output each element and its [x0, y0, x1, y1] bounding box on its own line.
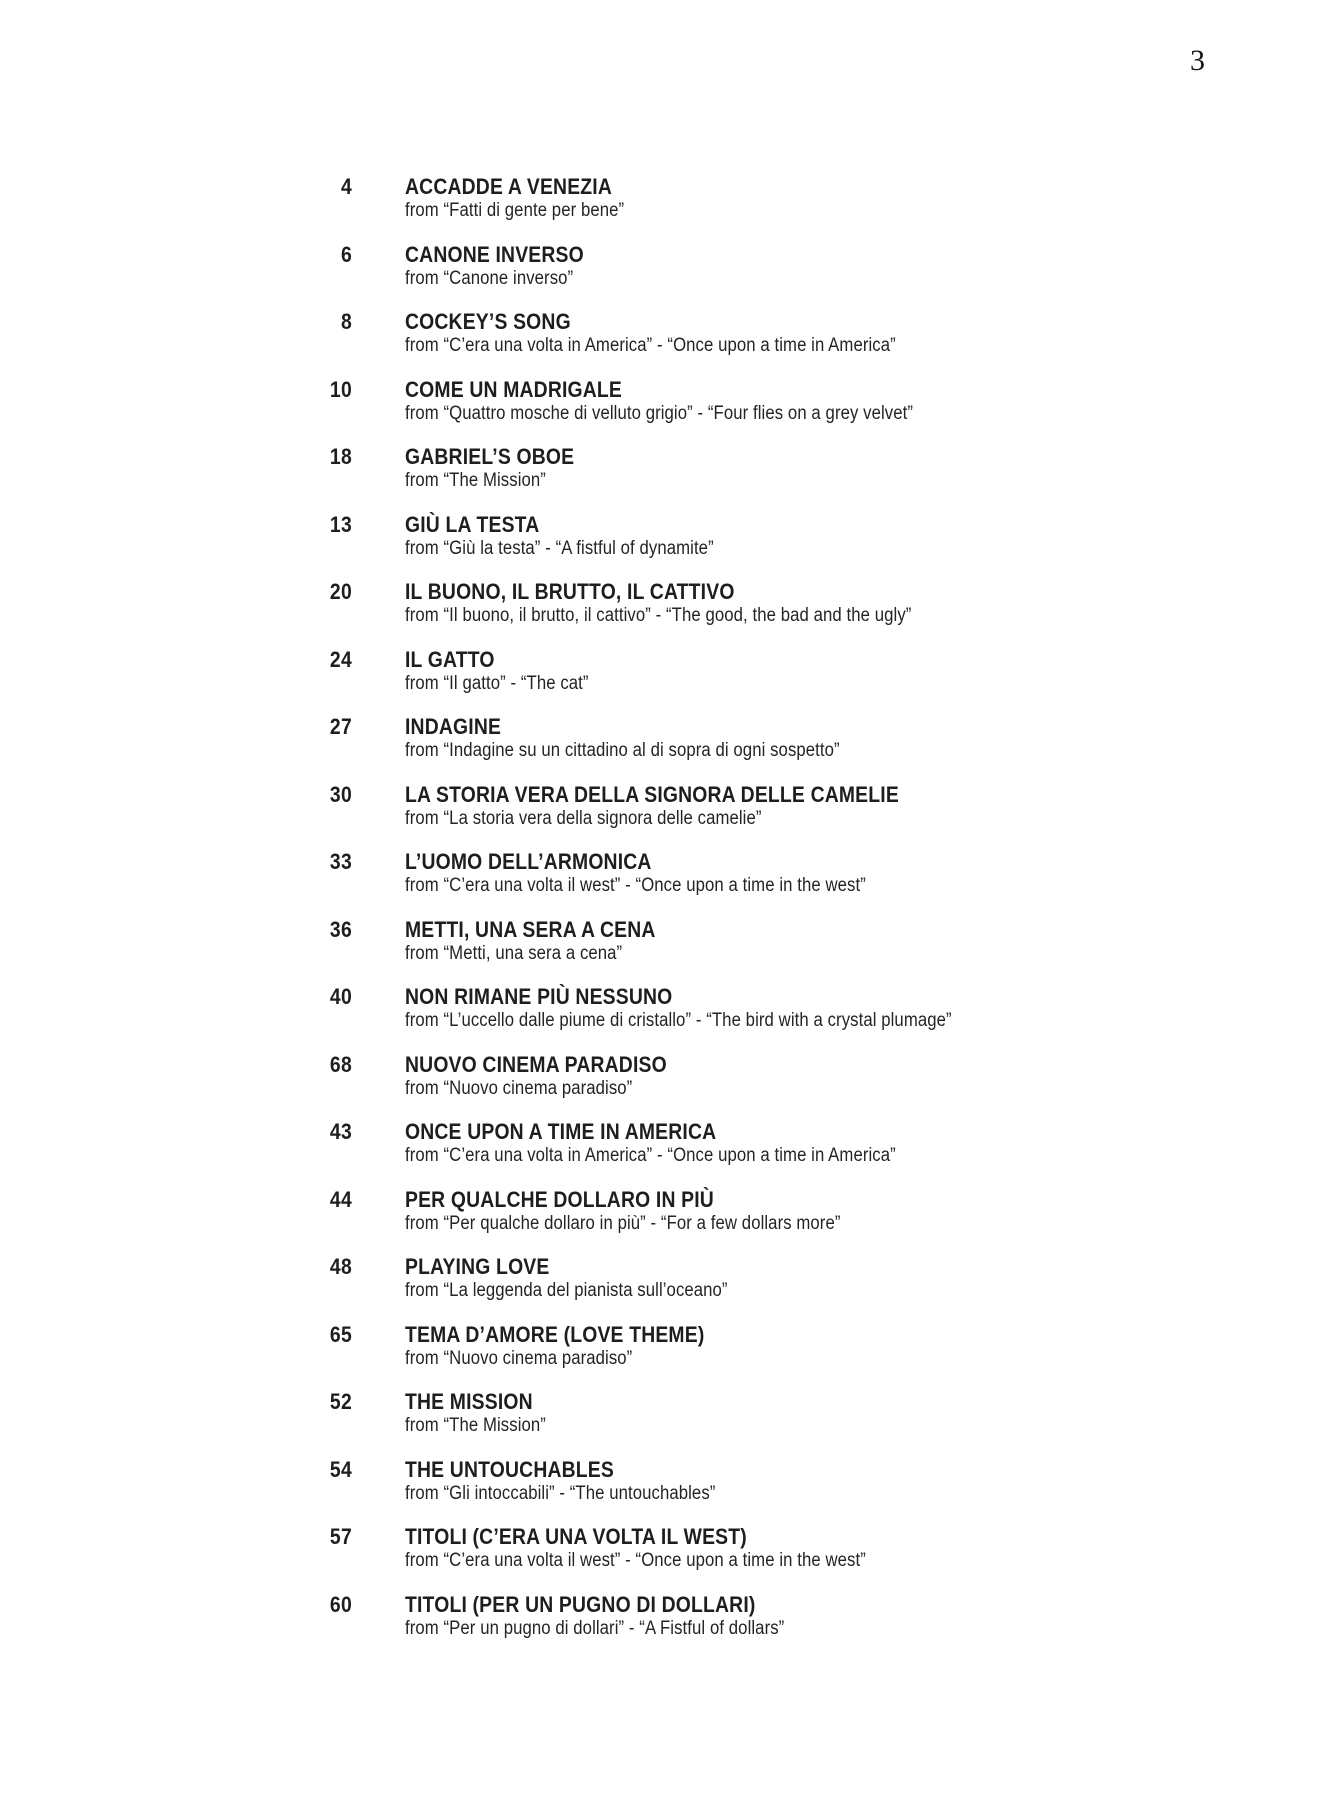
toc-entry-title: TEMA D’AMORE (LOVE THEME): [405, 1321, 705, 1347]
toc-entry-text: [405, 849, 866, 897]
toc-entry-page-number: 10: [329, 376, 352, 402]
toc-entry-source: from “The Mission”: [405, 470, 546, 491]
toc-entry-text: [405, 714, 840, 762]
toc-entry: [0, 1254, 1328, 1322]
toc-entry-source: from “Giù la testa” - “A fistful of dynamite”: [405, 537, 714, 559]
toc-entry-title: L’UOMO DELL’ARMONICA: [405, 849, 652, 874]
toc-entry-text: [405, 984, 952, 1032]
toc-entry: [0, 444, 1328, 512]
toc-entry-text: [405, 377, 913, 425]
toc-entry-page-number: 65: [329, 1321, 352, 1347]
toc-entry-source: from “Per qualche dollaro in più” - “For a few dollars more”: [405, 1212, 841, 1234]
toc-entry: [0, 1052, 1328, 1120]
toc-entry-text: [405, 1322, 704, 1370]
toc-entry-text: [405, 174, 624, 222]
toc-entry-source: from “La leggenda del pianista sull’oceano”: [405, 1280, 728, 1301]
toc-entry-title: NON RIMANE PIÙ NESSUNO: [405, 984, 673, 1009]
toc-entry-text: [405, 782, 899, 830]
toc-entry: [0, 1592, 1328, 1660]
toc-entry-page-number: 44: [329, 1186, 352, 1212]
toc-entry-page-number: 8: [340, 309, 352, 334]
toc-entry-source: from “C’era una volta in America” - “Once upon a time in America”: [405, 1145, 896, 1166]
toc-entry-page-number: 36: [329, 916, 352, 942]
toc-entry-text: [405, 1457, 715, 1505]
toc-entry-source: from “C’era una volta in America” - “Once upon a time in America”: [405, 335, 896, 356]
toc-entry-text: [405, 242, 584, 290]
toc-entry-source: from “Metti, una sera a cena”: [405, 942, 623, 964]
toc-entry-title: IL GATTO: [405, 646, 495, 672]
toc-entry-page-number: 33: [329, 849, 352, 874]
toc-entry-title: THE MISSION: [405, 1389, 533, 1414]
toc-entry-page-number: 57: [329, 1524, 352, 1549]
toc-entry-page-number: 18: [329, 444, 352, 469]
toc-entry-title: INDAGINE: [405, 714, 502, 739]
toc-entry: [0, 647, 1328, 715]
toc-entry: [0, 1389, 1328, 1457]
toc-entry-page-number: 20: [329, 579, 352, 604]
page-number: 3: [1190, 44, 1205, 77]
toc-entry-source: from “Per un pugno di dollari” - “A Fistful of dollars”: [405, 1617, 785, 1639]
toc-entry-source: from “Nuovo cinema paradiso”: [405, 1077, 633, 1099]
toc-entry-text: [405, 647, 589, 695]
toc-entry-title: GABRIEL’S OBOE: [405, 444, 575, 469]
toc-entry-title: ACCADDE A VENEZIA: [405, 174, 613, 199]
toc-entry-text: [405, 1524, 866, 1572]
toc-entry-text: [405, 1389, 546, 1437]
toc-entry: [0, 1119, 1328, 1187]
toc-entry-source: from “C’era una volta il west” - “Once upon a time in the west”: [405, 875, 866, 896]
toc-entry-title: TITOLI (C’ERA UNA VOLTA IL WEST): [405, 1524, 747, 1549]
toc-entry-source: from “Il gatto” - “The cat”: [405, 672, 589, 694]
toc-list: [0, 174, 1328, 1659]
toc-entry-source: from “L’uccello dalle piume di cristallo” - “The bird with a crystal plumage”: [405, 1010, 952, 1031]
toc-entry-text: [405, 309, 896, 357]
toc-entry-title: NUOVO CINEMA PARADISO: [405, 1051, 667, 1077]
toc-entry-page-number: 6: [340, 241, 352, 267]
toc-entry: [0, 174, 1328, 242]
toc-entry-title: PER QUALCHE DOLLARO IN PIÙ: [405, 1186, 714, 1212]
toc-entry-source: from “Quattro mosche di velluto grigio” - “Four flies on a grey velvet”: [405, 402, 914, 424]
toc-entry-text: [405, 579, 911, 627]
toc-entry: [0, 917, 1328, 985]
toc-entry: [0, 984, 1328, 1052]
toc-entry-source: from “Gli intoccabili” - “The untouchables”: [405, 1482, 716, 1504]
toc-entry-page-number: 13: [329, 511, 352, 537]
toc-entry-page-number: 54: [329, 1456, 352, 1482]
toc-entry-text: [405, 1592, 784, 1640]
toc-entry: [0, 849, 1328, 917]
toc-entry-source: from “The Mission”: [405, 1415, 546, 1436]
toc-entry-page-number: 48: [329, 1254, 352, 1279]
toc-entry-page-number: 24: [329, 646, 352, 672]
toc-entry-page-number: 4: [340, 174, 352, 199]
toc-entry-title: IL BUONO, IL BRUTTO, IL CATTIVO: [405, 579, 735, 604]
toc-entry-text: [405, 1254, 728, 1302]
toc-entry-source: from “Indagine su un cittadino al di sopra di ogni sospetto”: [405, 740, 840, 761]
toc-entry-title: PLAYING LOVE: [405, 1254, 550, 1279]
toc-entry-page-number: 40: [329, 984, 352, 1009]
toc-entry-title: TITOLI (PER UN PUGNO DI DOLLARI): [405, 1591, 756, 1617]
toc-entry: [0, 579, 1328, 647]
toc-entry: [0, 1322, 1328, 1390]
toc-entry-title: COCKEY’S SONG: [405, 309, 571, 334]
toc-entry: [0, 309, 1328, 377]
toc-entry-title: LA STORIA VERA DELLA SIGNORA DELLE CAMELIE: [405, 781, 899, 807]
toc-entry-text: [405, 1119, 896, 1167]
toc-entry-text: [405, 444, 574, 492]
toc-entry: [0, 714, 1328, 782]
toc-entry: [0, 512, 1328, 580]
toc-entry: [0, 1187, 1328, 1255]
toc-entry-page-number: 52: [329, 1389, 352, 1414]
toc-entry-title: METTI, UNA SERA A CENA: [405, 916, 656, 942]
toc-entry: [0, 782, 1328, 850]
toc-entry-title: COME UN MADRIGALE: [405, 376, 623, 402]
toc-entry-text: [405, 917, 656, 965]
toc-entry-text: [405, 1187, 841, 1235]
toc-entry: [0, 1524, 1328, 1592]
toc-entry-text: [405, 1052, 667, 1100]
toc-entry-title: ONCE UPON A TIME IN AMERICA: [405, 1119, 717, 1144]
toc-entry-text: [405, 512, 714, 560]
toc-entry-title: THE UNTOUCHABLES: [405, 1456, 614, 1482]
toc-entry: [0, 377, 1328, 445]
toc-entry: [0, 242, 1328, 310]
toc-entry-source: from “Fatti di gente per bene”: [405, 200, 625, 221]
toc-entry-source: from “C’era una volta il west” - “Once upon a time in the west”: [405, 1550, 866, 1571]
toc-entry-title: GIÙ LA TESTA: [405, 511, 540, 537]
toc-entry-source: from “La storia vera della signora delle camelie”: [405, 807, 762, 829]
toc-entry-source: from “Canone inverso”: [405, 267, 574, 289]
toc-entry-title: CANONE INVERSO: [405, 241, 584, 267]
toc-entry: [0, 1457, 1328, 1525]
toc-entry-source: from “Nuovo cinema paradiso”: [405, 1347, 633, 1369]
toc-entry-page-number: 43: [329, 1119, 352, 1144]
toc-entry-source: from “Il buono, il brutto, il cattivo” - “The good, the bad and the ugly”: [405, 605, 912, 626]
toc-entry-page-number: 27: [329, 714, 352, 739]
toc-entry-page-number: 60: [329, 1591, 352, 1617]
toc-entry-page-number: 30: [329, 781, 352, 807]
toc-entry-page-number: 68: [329, 1051, 352, 1077]
